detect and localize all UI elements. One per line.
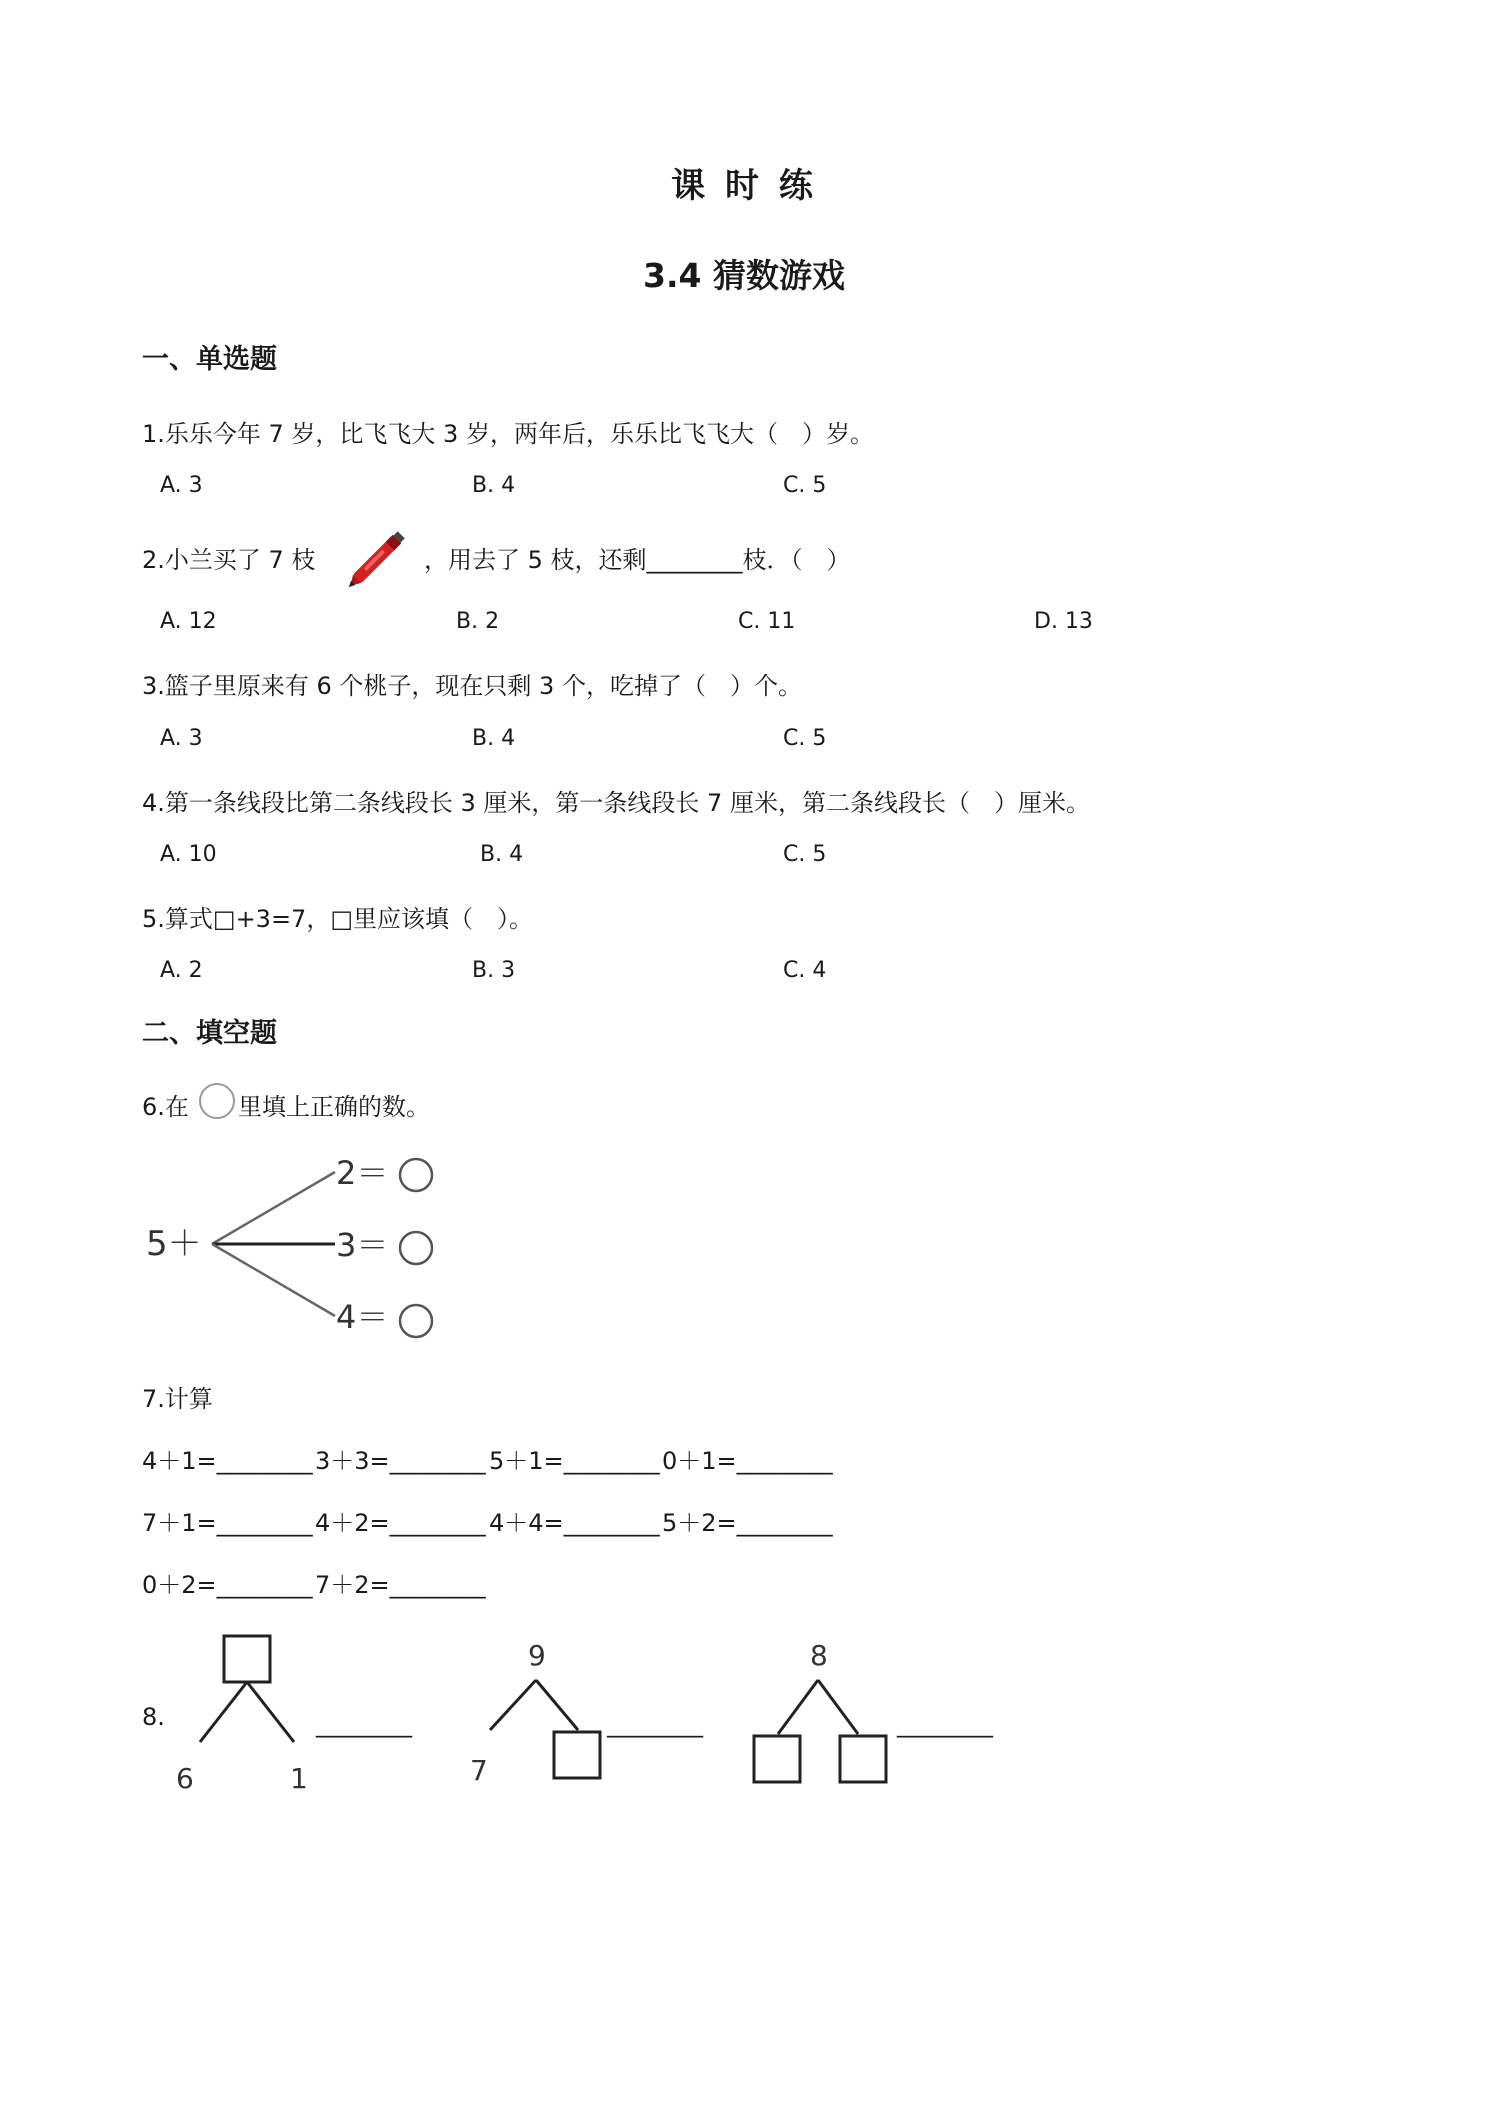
page-title: 课 时 练 xyxy=(671,166,817,206)
diagram-base-label: 5＋ xyxy=(146,1224,202,1264)
q3-option-c[interactable]: C. 5 xyxy=(783,726,827,751)
bond-top-number: 9 xyxy=(528,1639,546,1672)
question-2-suffix: ，用去了 5 枝，还剩________枝．（ ） xyxy=(424,546,851,574)
calc-item: 0＋1=________ xyxy=(662,1447,833,1475)
answer-blank[interactable]: ________ xyxy=(316,1710,412,1738)
q1-option-a[interactable]: A. 3 xyxy=(160,473,203,498)
answer-blank[interactable]: ________ xyxy=(607,1710,703,1738)
circle-icon xyxy=(199,1083,235,1119)
bond-left-number: 7 xyxy=(470,1754,488,1787)
q3-option-a[interactable]: A. 3 xyxy=(160,726,203,751)
number-bond-tree-3 xyxy=(748,1630,898,1804)
question-5: 5.算式□+3=7，□里应该填（ ）。 xyxy=(142,905,534,933)
calc-item: 0＋2=________ xyxy=(142,1571,313,1599)
calc-item: 3＋3=________ xyxy=(315,1447,486,1475)
diagram-branch-label-2: 3＝ xyxy=(336,1226,389,1264)
q4-option-c[interactable]: C. 5 xyxy=(783,842,827,867)
lesson-title: 3.4 猜数游戏 xyxy=(643,256,845,295)
q2-option-b[interactable]: B. 2 xyxy=(456,609,500,634)
number-bond-tree-2 xyxy=(466,1630,616,1804)
question-1: 1.乐乐今年 7 岁，比飞飞大 3 岁，两年后，乐乐比飞飞大（ ）岁。 xyxy=(142,420,874,448)
bond-left-number: 6 xyxy=(176,1762,194,1795)
answer-circle[interactable] xyxy=(400,1305,432,1337)
calc-item: 4＋1=________ xyxy=(142,1447,313,1475)
q5-option-c[interactable]: C. 4 xyxy=(783,958,827,983)
answer-circle[interactable] xyxy=(400,1232,432,1264)
q2-option-d[interactable]: D. 13 xyxy=(1034,609,1093,634)
calc-item: 7＋2=________ xyxy=(315,1571,486,1599)
q5-option-b[interactable]: B. 3 xyxy=(472,958,516,983)
answer-circle[interactable] xyxy=(400,1159,432,1191)
calc-item: 4＋2=________ xyxy=(315,1509,486,1537)
question-3: 3.篮子里原来有 6 个桃子，现在只剩 3 个，吃掉了（ ）个。 xyxy=(142,672,802,700)
section-heading-single-choice: 一、单选题 xyxy=(142,344,277,375)
pen-icon xyxy=(340,520,420,596)
q1-option-b[interactable]: B. 4 xyxy=(472,473,516,498)
q1-option-c[interactable]: C. 5 xyxy=(783,473,827,498)
calc-item: 7＋1=________ xyxy=(142,1509,313,1537)
answer-box[interactable] xyxy=(840,1736,886,1782)
calc-item: 5＋2=________ xyxy=(662,1509,833,1537)
calc-item: 4＋4=________ xyxy=(489,1509,660,1537)
q2-option-a[interactable]: A. 12 xyxy=(160,609,217,634)
question-8-label: 8. xyxy=(142,1703,165,1731)
bond-top-number: 8 xyxy=(810,1639,828,1672)
bond-right-number: 1 xyxy=(290,1762,308,1795)
answer-blank[interactable]: ________ xyxy=(897,1710,993,1738)
question-2-prefix: 2.小兰买了 7 枝 xyxy=(142,546,316,574)
question-6-suffix: 里填上正确的数。 xyxy=(238,1093,430,1121)
q5-option-a[interactable]: A. 2 xyxy=(160,958,203,983)
question-7-label: 7.计算 xyxy=(142,1385,213,1413)
answer-box[interactable] xyxy=(554,1732,600,1778)
number-branch-diagram xyxy=(140,1140,460,1364)
answer-box[interactable] xyxy=(754,1736,800,1782)
calc-item: 5＋1=________ xyxy=(489,1447,660,1475)
q2-option-c[interactable]: C. 11 xyxy=(738,609,796,634)
answer-box[interactable] xyxy=(224,1636,270,1682)
q4-option-b[interactable]: B. 4 xyxy=(480,842,524,867)
question-6-prefix: 6.在 xyxy=(142,1093,189,1121)
diagram-branch-label-3: 4＝ xyxy=(336,1298,389,1336)
q3-option-b[interactable]: B. 4 xyxy=(472,726,516,751)
section-heading-fill-in: 二、填空题 xyxy=(142,1018,277,1049)
q4-option-a[interactable]: A. 10 xyxy=(160,842,217,867)
diagram-branch-label-1: 2＝ xyxy=(336,1154,389,1192)
question-4: 4.第一条线段比第二条线段长 3 厘米，第一条线段长 7 厘米，第二条线段长（ ）厘米。 xyxy=(142,789,1090,817)
number-bond-tree-1 xyxy=(176,1630,330,1804)
